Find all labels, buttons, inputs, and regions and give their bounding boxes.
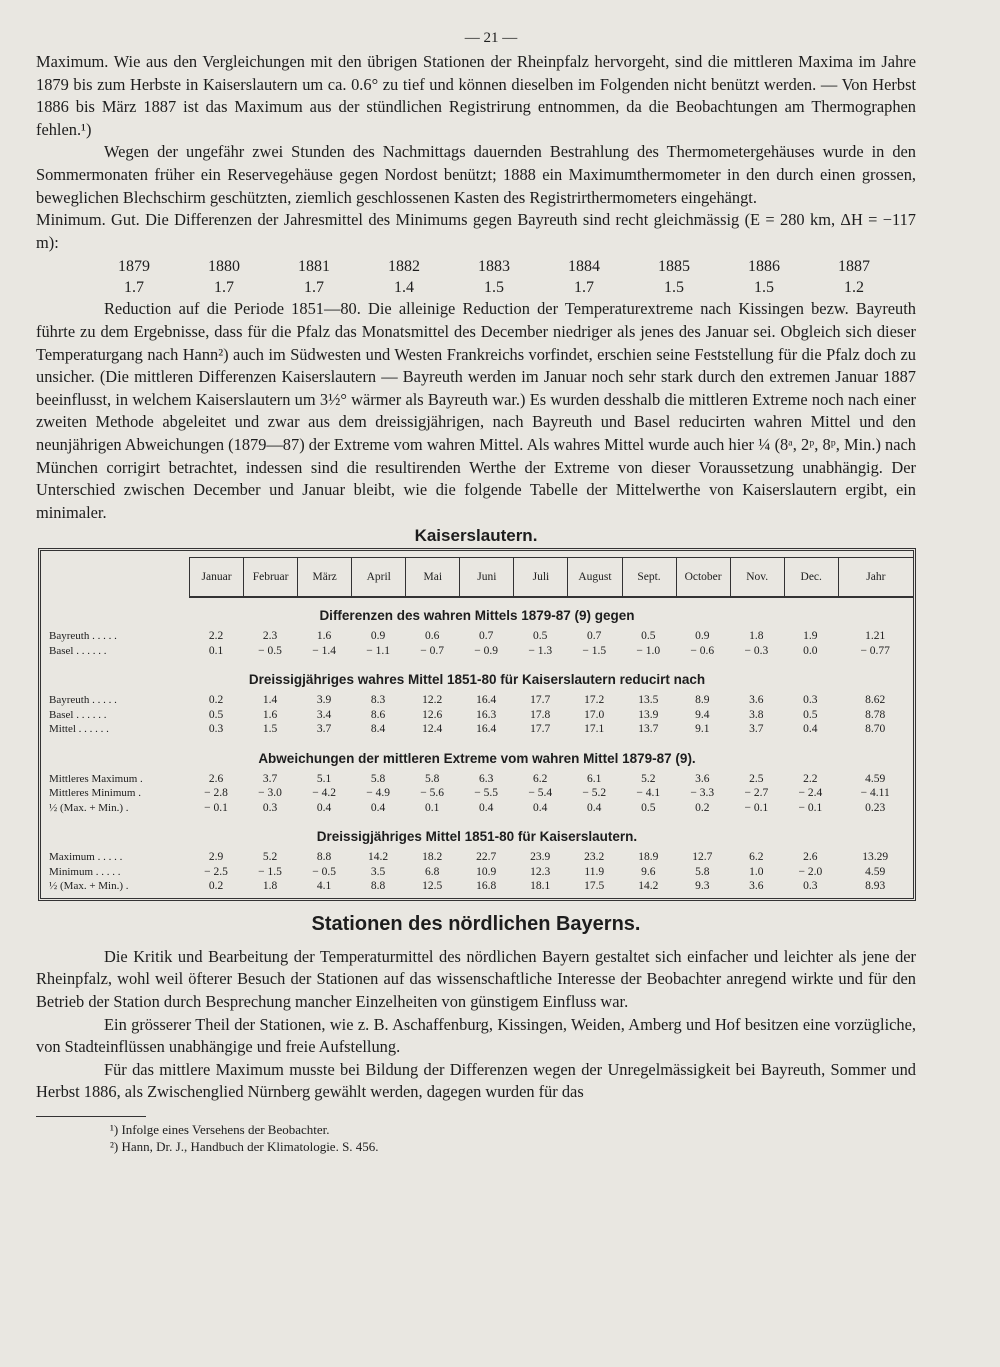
month-header-cell: October xyxy=(676,558,730,596)
paragraph-bestrahlung: Wegen der ungefähr zwei Stunden des Nachmittags dauernden Bestrahlung des Thermometergehäuses wurde in den Sommermonaten früher ein Reservegehäuse gegen Nordost benützt; 1888 ein Maximumthermometer in den durch einen grossen, beweglichen Blechschirm geschützten, ziemlich geschlossenen Kasten des Registrirthermometers eingehängt. xyxy=(36,142,916,207)
table-cell: 8.8 xyxy=(316,851,332,864)
table-cell: 6.1 xyxy=(587,772,602,785)
table-cell: − 1.0 xyxy=(636,644,661,657)
month-header-cell: April xyxy=(351,558,405,596)
year-value-cell: 1.5 xyxy=(664,279,684,297)
table-cell: 8.8 xyxy=(370,880,386,893)
table-cell: 18.1 xyxy=(530,880,551,893)
table-cell: 2.2 xyxy=(803,772,818,785)
table-cell: − 0.5 xyxy=(258,644,282,657)
month-header-cell: August xyxy=(567,558,621,596)
table-cell: 0.4 xyxy=(533,801,548,814)
table-cell: 0.7 xyxy=(587,630,602,643)
table-section xyxy=(41,608,913,662)
table-cell: 0.4 xyxy=(803,723,818,736)
year-cell: 1885 xyxy=(658,258,690,276)
table-cell: 0.6 xyxy=(424,630,440,643)
table-cell: − 2.7 xyxy=(744,787,769,800)
year-value-cell: 1.5 xyxy=(484,279,504,297)
table-cell: 8.70 xyxy=(865,723,886,736)
row-label: Bayreuth . . . . . xyxy=(49,630,117,643)
page-number: — 21 — xyxy=(464,30,518,46)
year-value-cell: 1.7 xyxy=(124,279,144,297)
table-cell: 0.9 xyxy=(695,630,710,643)
table-cell: − 0.1 xyxy=(204,801,228,814)
table-cell: 4.59 xyxy=(865,865,886,878)
month-header-cell: Februar xyxy=(243,558,297,596)
table-cell: 0.2 xyxy=(695,801,710,814)
paragraph-maximum: Maximum. Wie aus den Vergleichungen mit den übrigen Stationen der Rheinpfalz hervorgeht, sind die mittleren Maxima im Jahre 1879 bis zum Herbste in Kaiserslautern um ca. 0.6° zu tief und können dieselben im Folgenden nicht benützt werden. — Von Herbst 1886 bis März 1887 ist das Maximum aus der stündlichen Registrirung entnommen, da die Beobachtungen am Thermographen fehlen.¹) xyxy=(36,52,916,139)
table-cell: 0.9 xyxy=(370,630,386,643)
table-cell: 3.9 xyxy=(316,694,332,707)
paragraph-stationen: Ein grösserer Theil der Stationen, wie z. B. Aschaffenburg, Kissingen, Weiden, Amberg und Hof besitzen eine vorzügliche, von Stadteinflüssen unabhängige und freie Aufstellung. xyxy=(36,1014,916,1057)
month-header-cell: Sept. xyxy=(622,558,676,596)
table-cell: 0.4 xyxy=(370,801,386,814)
year-value-cell: 1.2 xyxy=(844,279,864,297)
kaiserslautern-table xyxy=(38,548,916,901)
table-cell: − 4.1 xyxy=(636,787,661,800)
row-label: Bayreuth . . . . . xyxy=(49,694,117,707)
table-row xyxy=(41,629,913,644)
table-cell: 17.1 xyxy=(584,723,605,736)
year-cell: 1884 xyxy=(568,258,600,276)
table-cell: 5.8 xyxy=(370,772,386,785)
table-cell: 17.5 xyxy=(584,880,605,893)
table-cell: − 0.7 xyxy=(420,644,445,657)
year-cell: 1879 xyxy=(118,258,150,276)
table-cell: 4.59 xyxy=(865,772,886,785)
year-value-cell: 1.4 xyxy=(394,279,414,297)
row-label: Basel . . . . . . xyxy=(49,644,107,657)
table-cell: 6.8 xyxy=(424,865,440,878)
table-section xyxy=(41,829,913,898)
table-cell: 17.0 xyxy=(584,708,605,721)
value-row xyxy=(94,277,894,298)
table-section xyxy=(41,672,913,741)
table-row xyxy=(41,879,913,894)
table-cell: 0.3 xyxy=(803,880,818,893)
table-title: Kaiserslautern. xyxy=(414,526,538,546)
table-cell: − 1.5 xyxy=(258,865,282,878)
month-header-cell: Dec. xyxy=(784,558,838,596)
table-cell: 17.7 xyxy=(530,694,551,707)
footnote-2: ²) Hann, Dr. J., Handbuch der Klimatologie. S. 456. xyxy=(110,1138,379,1154)
table-cell: 12.2 xyxy=(422,694,443,707)
table-cell: 13.9 xyxy=(638,708,659,721)
footnote-1: ¹) Infolge eines Versehens der Beobachter. xyxy=(110,1121,330,1137)
table-cell: 1.8 xyxy=(749,630,764,643)
table-cell: 2.6 xyxy=(803,851,818,864)
year-value-cell: 1.7 xyxy=(214,279,234,297)
row-label: Mittel . . . . . . xyxy=(49,723,109,736)
table-cell: 0.5 xyxy=(803,708,818,721)
table-cell: 12.3 xyxy=(530,865,551,878)
table-cell: 3.8 xyxy=(749,708,764,721)
table-sections xyxy=(41,608,913,898)
table-cell: 4.1 xyxy=(316,880,332,893)
month-header-cell: Nov. xyxy=(730,558,784,596)
table-cell: 12.7 xyxy=(692,851,713,864)
table-cell: 12.5 xyxy=(422,880,443,893)
table-cell: − 1.3 xyxy=(528,644,553,657)
year-cell: 1881 xyxy=(298,258,330,276)
table-cell: 16.4 xyxy=(476,694,497,707)
table-row xyxy=(41,865,913,880)
month-header-cell: Juni xyxy=(459,558,513,596)
table-cell: − 0.1 xyxy=(798,801,823,814)
table-row xyxy=(41,644,913,659)
table-cell: 1.9 xyxy=(803,630,818,643)
table-cell: − 0.5 xyxy=(312,865,336,878)
table-cell: − 3.0 xyxy=(258,787,282,800)
month-header-cell: Mai xyxy=(405,558,459,596)
table-cell: 0.4 xyxy=(587,801,602,814)
table-cell: 5.8 xyxy=(695,865,710,878)
table-cell: 3.5 xyxy=(370,865,386,878)
table-row xyxy=(41,772,913,787)
year-value-cell: 1.7 xyxy=(574,279,594,297)
table-cell: − 5.2 xyxy=(582,787,607,800)
footnote-rule xyxy=(36,1116,146,1117)
paragraph-maximum-nord: Für das mittlere Maximum musste bei Bildung der Differenzen wegen der Unregelmässigkeit bei Bayreuth, Sommer und Herbst 1886, als Zwischenglied Nürnberg gewählt werden, dagegen wurden für das xyxy=(36,1059,916,1102)
row-label: ½ (Max. + Min.) . xyxy=(49,880,129,893)
table-cell: 14.2 xyxy=(638,880,659,893)
table-cell: 6.3 xyxy=(478,772,494,785)
year-cell: 1882 xyxy=(388,258,420,276)
table-cell: 23.2 xyxy=(584,851,605,864)
table-cell: 1.8 xyxy=(262,880,278,893)
table-cell: 10.9 xyxy=(476,865,497,878)
table-row xyxy=(41,801,913,816)
table-cell: − 5.4 xyxy=(528,787,553,800)
year-cell: 1887 xyxy=(838,258,870,276)
table-cell: − 2.5 xyxy=(204,865,228,878)
table-cell: − 4.9 xyxy=(366,787,390,800)
table-cell: 0.5 xyxy=(641,801,656,814)
table-row xyxy=(41,850,913,865)
section-title: Dreissigjähriges wahres Mittel 1851-80 für Kaiserslautern reducirt nach xyxy=(248,672,706,688)
table-cell: 13.29 xyxy=(862,851,889,864)
table-cell: 0.4 xyxy=(316,801,332,814)
table-cell: − 2.8 xyxy=(204,787,228,800)
table-cell: 8.9 xyxy=(695,694,710,707)
year-cell: 1880 xyxy=(208,258,240,276)
table-cell: − 0.77 xyxy=(860,644,890,657)
table-cell: − 0.9 xyxy=(474,644,499,657)
table-cell: 0.2 xyxy=(208,694,224,707)
row-label: Mittleres Maximum . xyxy=(49,772,143,785)
row-label: Maximum . . . . . xyxy=(49,851,123,864)
table-cell: 5.2 xyxy=(641,772,656,785)
table-cell: 8.62 xyxy=(865,694,886,707)
row-label: Minimum . . . . . xyxy=(49,865,121,878)
table-cell: 12.6 xyxy=(422,708,443,721)
table-cell: 0.5 xyxy=(533,630,548,643)
table-cell: 1.0 xyxy=(749,865,764,878)
table-cell: − 0.3 xyxy=(744,644,769,657)
document-page xyxy=(36,30,916,1155)
table-cell: 2.3 xyxy=(262,630,278,643)
table-cell: 17.7 xyxy=(530,723,551,736)
table-cell: 3.4 xyxy=(316,708,332,721)
table-cell: − 0.6 xyxy=(690,644,715,657)
table-cell: 3.6 xyxy=(749,694,764,707)
table-cell: 0.23 xyxy=(865,801,886,814)
table-cell: 9.4 xyxy=(695,708,710,721)
table-cell: 16.4 xyxy=(476,723,497,736)
table-cell: − 0.1 xyxy=(744,801,769,814)
table-cell: 13.7 xyxy=(638,723,659,736)
table-cell: 3.7 xyxy=(262,772,278,785)
month-header-cell: Jahr xyxy=(838,558,913,596)
row-label: ½ (Max. + Min.) . xyxy=(49,801,129,814)
table-cell: 8.6 xyxy=(370,708,386,721)
table-cell: 0.5 xyxy=(641,630,656,643)
table-cell: − 1.4 xyxy=(312,644,336,657)
table-cell: 1.5 xyxy=(262,723,278,736)
year-cell: 1886 xyxy=(748,258,780,276)
table-cell: 16.8 xyxy=(476,880,497,893)
table-cell: 6.2 xyxy=(533,772,548,785)
table-cell: 5.2 xyxy=(262,851,278,864)
table-cell: 11.9 xyxy=(584,865,605,878)
table-cell: 0.5 xyxy=(208,708,224,721)
section-heading: Stationen des nördlichen Bayerns. xyxy=(311,912,641,935)
table-cell: 0.1 xyxy=(208,644,224,657)
table-cell: 1.6 xyxy=(316,630,332,643)
table-cell: 0.0 xyxy=(803,644,818,657)
table-cell: 8.4 xyxy=(370,723,386,736)
table-cell: 18.2 xyxy=(422,851,443,864)
table-cell: 3.6 xyxy=(695,772,710,785)
row-label: Mittleres Minimum . xyxy=(49,787,141,800)
section-title: Dreissigjähriges Mittel 1851-80 für Kaiserslautern. xyxy=(316,829,638,845)
table-cell: 1.6 xyxy=(262,708,278,721)
month-header xyxy=(189,557,913,598)
table-cell: 2.9 xyxy=(208,851,224,864)
table-cell: 9.1 xyxy=(695,723,710,736)
table-row xyxy=(41,708,913,723)
table-row xyxy=(41,722,913,737)
year-row xyxy=(94,256,894,277)
year-cell: 1883 xyxy=(478,258,510,276)
month-header-cell: Januar xyxy=(189,558,243,596)
table-cell: 0.4 xyxy=(478,801,494,814)
table-cell: 3.6 xyxy=(749,880,764,893)
section-title: Differenzen des wahren Mittels 1879-87 (9) gegen xyxy=(319,608,635,624)
table-cell: − 2.0 xyxy=(798,865,823,878)
table-cell: 13.5 xyxy=(638,694,659,707)
table-cell: 3.7 xyxy=(749,723,764,736)
table-cell: 9.3 xyxy=(695,880,710,893)
table-cell: 8.93 xyxy=(865,880,886,893)
table-cell: − 5.5 xyxy=(474,787,499,800)
table-cell: 0.3 xyxy=(262,801,278,814)
table-cell: − 3.3 xyxy=(690,787,715,800)
row-label: Basel . . . . . . xyxy=(49,708,107,721)
table-row xyxy=(41,786,913,801)
paragraph-reduction: Reduction auf die Periode 1851—80. Die alleinige Reduction der Temperaturextreme nach Kissingen bezw. Bayreuth führte zu dem Ergebnisse, dass für die Pfalz das Monatsmittel des December niedriger als jenes des Januar sei. Obgleich sich dieser Temperaturgang nach Hann²) auch im Südwesten und Westen Frankreichs vorfindet, erschien seine Feststellung für die Pfalz doch zu unsicher. (Die mittleren Differenzen Kaiserslautern — Bayreuth werden im Januar noch sehr stark durch den extremen Januar 1887 beeinflusst, in welchem Kaiserslautern um 3½° wärmer als Bayreuth war.) Es wurden desshalb die mittleren Extreme noch nach einer zweiten Methode abgeleitet und zwar aus dem dreissigjährigen, nach Bayreuth und Basel reducirten wahren Mittel und den neunjährigen Abweichungen (1879—87) der Extreme vom wahren Mittel. Als wahres Mittel wurde auch hier ¼ (8ᵃ, 2ᵖ, 8ᵖ, Min.) nach München corrigirt betrachtet, indessen sind die resultirenden Werthe der Extreme von dieser Voraussetzung unabhängig. Der Unterschied zwischen December und Januar bleibt, wie die folgende Tabelle der Mittelwerthe von Kaiserslautern ergibt, ein minimaler. xyxy=(36,299,916,522)
year-difference-table xyxy=(94,256,894,298)
table-row xyxy=(41,693,913,708)
table-cell: 8.78 xyxy=(865,708,886,721)
table-cell: 18.9 xyxy=(638,851,659,864)
table-cell: − 1.1 xyxy=(366,644,390,657)
month-header-cell: Juli xyxy=(513,558,567,596)
table-section xyxy=(41,751,913,820)
table-cell: 5.1 xyxy=(316,772,332,785)
table-cell: 0.7 xyxy=(478,630,494,643)
table-cell: 6.2 xyxy=(749,851,764,864)
year-value-cell: 1.5 xyxy=(754,279,774,297)
table-cell: 23.9 xyxy=(530,851,551,864)
table-cell: 5.8 xyxy=(424,772,440,785)
table-cell: 8.3 xyxy=(370,694,386,707)
table-cell: 2.5 xyxy=(749,772,764,785)
table-cell: 14.2 xyxy=(368,851,389,864)
table-cell: 3.7 xyxy=(316,723,332,736)
table-cell: − 4.11 xyxy=(860,787,890,800)
table-cell: 2.2 xyxy=(208,630,224,643)
table-cell: 22.7 xyxy=(476,851,497,864)
table-cell: 0.2 xyxy=(208,880,224,893)
table-cell: − 5.6 xyxy=(420,787,445,800)
paragraph-minimum: Minimum. Gut. Die Differenzen der Jahresmittel des Minimums gegen Bayreuth sind recht gleichmässig (E = 280 km, ΔH = −117 m): xyxy=(36,210,916,252)
table-cell: 1.4 xyxy=(262,694,278,707)
section-title: Abweichungen der mittleren Extreme vom wahren Mittel 1879-87 (9). xyxy=(258,750,696,766)
table-cell: 9.6 xyxy=(641,865,656,878)
table-cell: − 4.2 xyxy=(312,787,336,800)
table-cell: 16.3 xyxy=(476,708,497,721)
table-cell: − 2.4 xyxy=(798,787,823,800)
table-cell: 12.4 xyxy=(422,723,443,736)
table-cell: 0.3 xyxy=(803,694,818,707)
table-cell: 17.8 xyxy=(530,708,551,721)
table-cell: 2.6 xyxy=(208,772,224,785)
year-value-cell: 1.7 xyxy=(304,279,324,297)
table-cell: 0.1 xyxy=(424,801,440,814)
month-header-cell: März xyxy=(297,558,351,596)
table-cell: 0.3 xyxy=(208,723,224,736)
paragraph-kritik: Die Kritik und Bearbeitung der Temperaturmittel des nördlichen Bayern gestaltet sich einfacher und leichter als jene der Rheinpfalz, wohl weil öfterer Besuch der Stationen auf das wissenschaftliche Interesse der Beobachter anregend wirkte und für den Betrieb der Station durch Besprechung mancher Einzelheiten von günstigem Einfluss war. xyxy=(36,946,916,1011)
table-cell: − 1.5 xyxy=(582,644,607,657)
table-cell: 17.2 xyxy=(584,694,605,707)
table-cell: 1.21 xyxy=(865,630,886,643)
